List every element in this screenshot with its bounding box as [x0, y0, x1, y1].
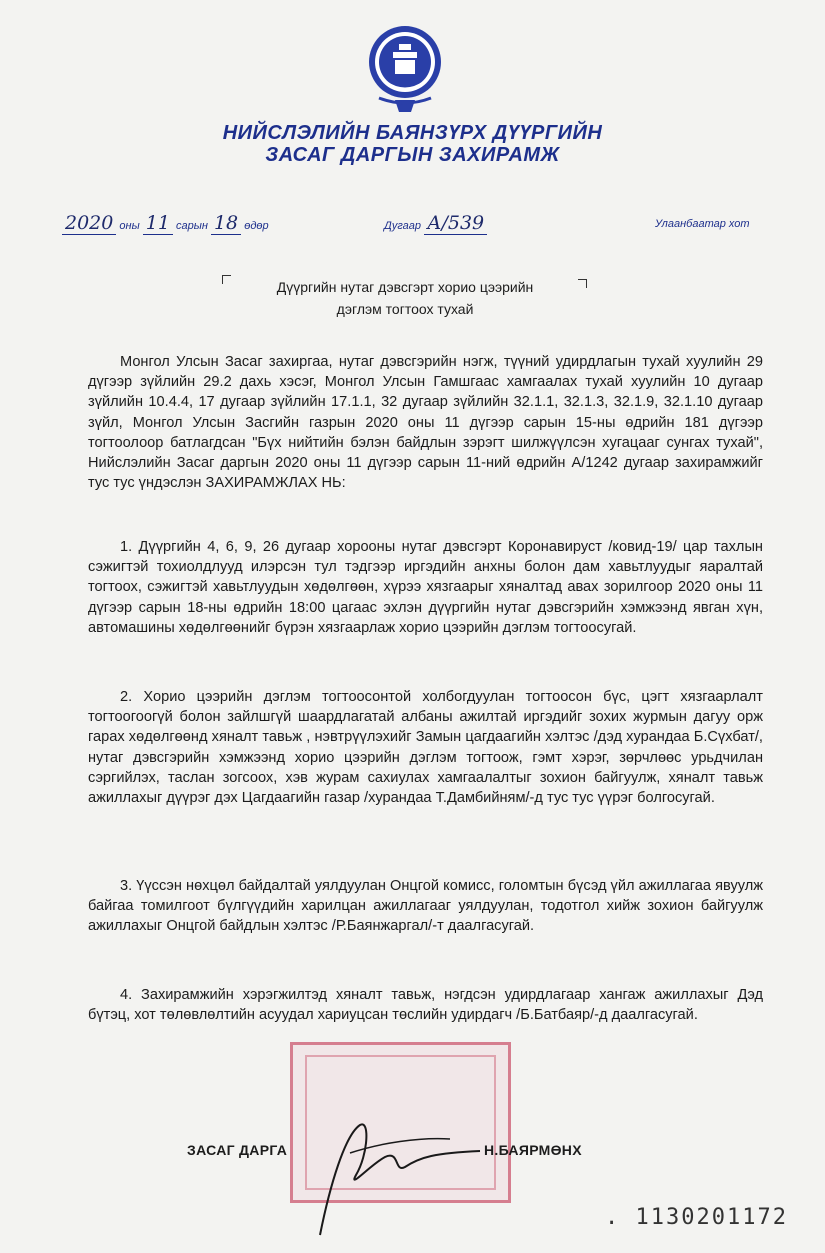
subject-line1: Дүүргийн нутаг дэвсгэрт хорио цээрийн — [276, 279, 534, 295]
number-label: Дугаар — [384, 220, 422, 232]
date-year: 2020 — [62, 212, 116, 235]
number-value: А/539 — [424, 212, 487, 235]
subject-line2: дэглэм тогтоох тухай — [336, 301, 474, 317]
paragraph-text: 1. Дүүргийн 4, 6, 9, 26 дугаар хорооны нутаг дэвсгэрт Коронавируст /ковид-19/ цар тахлын сэжигтэй тохиолдлууд илэрсэн тул тэдгээр иргэдийн анхны болон дам хавьтлуудыг яаралтай тогтоох, сэжигтэй хавьтлуудын хөдөлгөөн, хүрээ хязгаарыг хяналтад авах зорилгоор 2020 оны 11 дүгээр сарын 18-ны өдрийн 18:00 цагаас эхлэн дүүргийн нутаг дэвсгэрийн хэмжээнд явган хүн, автомашины хөдөлгөөнийг бүрэн хязгаарлаж хорио цээрийн дэглэм тогтоосугай. — [88, 539, 763, 636]
signatory-title: ЗАСАГ ДАРГА — [187, 1142, 288, 1158]
clause-4 — [88, 985, 763, 1025]
paragraph-text: 4. Захирамжийн хэрэгжилтэд хяналт тавьж, нэгдсэн удирдлагаар хангаж ажиллахыг Дэд бүтэц, хот төлөвлөлтийн асуудал хариуцсан төслийн удирдагч /Б.Батбаяр/-д даалгасугай. — [88, 987, 763, 1024]
paragraph-text: 3. Үүссэн нөхцөл байдалтай уялдуулан Онцгой комисс, голомтын бүсэд үйл ажиллагаа явуулж байгаа томилгоот бүлгүүдийн харилцан ажиллагааг уялдуулан, тодотгол хийж зохион байгуулж ажиллахыг Онцгой байдлын хэлтэс /Р.Баянжаргал/-т даалгасугай. — [88, 878, 763, 935]
date-day: 18 — [211, 212, 241, 235]
date-month-suffix: сарын — [176, 220, 208, 232]
clause-3 — [88, 876, 763, 937]
org-title-line1: НИЙСЛЭЛИЙН БАЯНЗҮРХ ДҮҮРГИЙН — [222, 122, 603, 144]
date-day-suffix: өдөр — [244, 220, 269, 232]
date-month: 11 — [143, 212, 173, 235]
preamble-paragraph — [88, 352, 763, 493]
handwritten-signature — [290, 1095, 490, 1245]
org-title-line2: ЗАСАГ ДАРГЫН ЗАХИРАМЖ — [265, 144, 560, 166]
paragraph-text: Монгол Улсын Засаг захиргаа, нутаг дэвсгэрийн нэгж, түүний удирдлагын тухай хуулийн 29 дүгээр зүйлийн 29.2 дахь хэсэг, Монгол Улсын Гамшгаас хамгаалах тухай хуулийн 10 дугаар зүйлийн 10.4.4, 17 дугаар зүйлийн 17.1.1, 32 дугаар зүйлийн 32.1.1, 32.1.3, 32.1.9, 32.1.10 дугаар зүйл, Монгол Улсын Засгийн газрын 2020 оны 11 дүгээр сарын 15-ны өдрийн 181 дүгээр тогтоолоор батлагдсан "Бүх нийтийн бэлэн байдлын зэрэгт шилжүүлсэн хугацааг сунгах тухай", Нийслэлийн Засаг даргын 2020 оны 11 дүгээр сарын 11-ний өдрийн А/1242 дугаар захирамжийг тус тус үндэслэн ЗАХИРАМЖЛАХ НЬ: — [88, 354, 763, 492]
clause-1 — [88, 537, 763, 638]
date-year-suffix: оны — [119, 220, 140, 232]
state-emblem-icon — [365, 22, 445, 122]
clause-2 — [88, 687, 763, 808]
decree-city: Улаанбаатар хот — [655, 218, 750, 230]
signatory-name: Н.БАЯРМӨНХ — [484, 1142, 582, 1158]
document-serial-number: . 1130201172 — [605, 1205, 788, 1230]
decree-number — [384, 212, 487, 234]
decree-date — [62, 212, 269, 234]
paragraph-text: 2. Хорио цээрийн дэглэм тогтоосонтой холбогдуулан тогтоосон бүс, цэгт хязгаарлалт тогтоогоогүй болон зайлшгүй шаардлагатай албаны ажилтай иргэдийг зохих журмын дагуу орж гарах хөдөлгөөнд хяналт тавьж , нэвтрүүлэхийг Замын цагдаагийн хэлтэс /дэд хурандаа Б.Сүхбат/, нутаг дэвсгэрийн хэмжээнд хорио цээрийн дэглэм тогтоож, гэмт хэрэг, зөрчлөөс урьдчилан сэргийлэх, таслан зогсоох, хэв журам сахиулах хамгаалалтыг зохион байгуулж, хяналт тавьж ажиллахыг дүүрэг дэх Цагдаагийн газар /хурандаа Т.Дамбийням/-д тус тус үүрэг болгосугай. — [88, 689, 763, 807]
decree-subject — [200, 276, 610, 320]
